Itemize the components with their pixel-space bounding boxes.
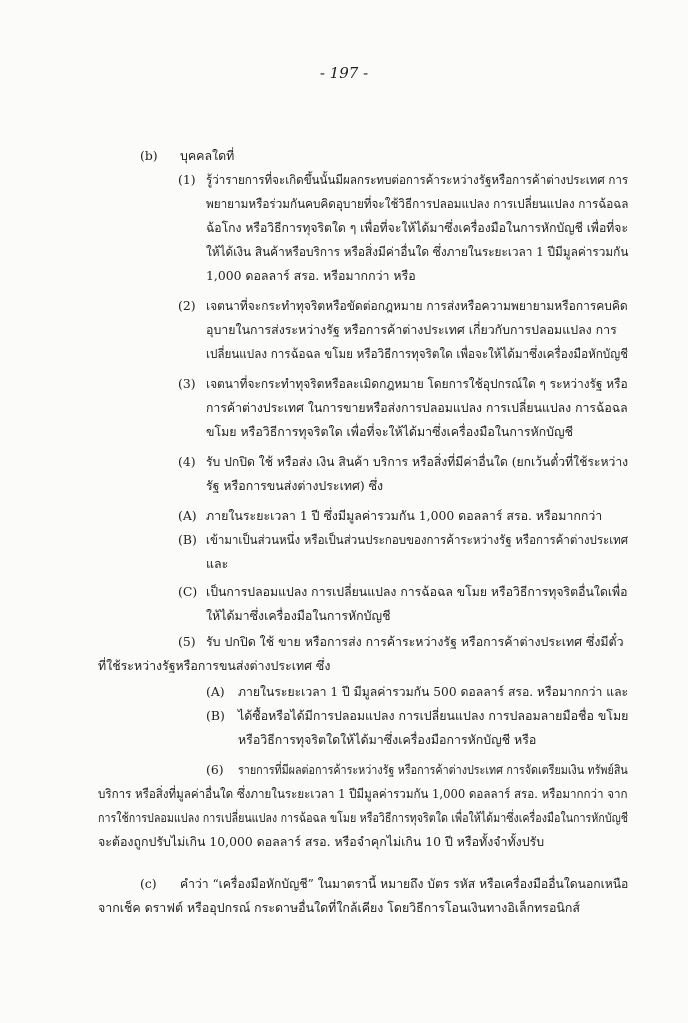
section-c-marker: (c) — [140, 876, 157, 891]
item-1-line-3: ฉ้อโกง หรือวิธีการทุจริตใด ๆ เพื่อที่จะให้ได้มาซึ่งเครื่องมือในการหักบัญชี เพื่อที่จะ — [206, 220, 628, 235]
item-6-line-2: บริการ หรือสิ่งที่มูลค่าอื่นใด ซึ่งภายในระยะเวลา 1 ปีมีมูลค่ารวมกัน 1,000 ดอลลาร์ สรอ. หรือมากกว่า จาก — [98, 786, 628, 801]
item-1-line-5: 1,000 ดอลลาร์ สรอ. หรือมากกว่า หรือ — [206, 268, 416, 283]
item-3-line-1: เจตนาที่จะกระทำทุจริตหรือละเมิดกฎหมาย โดยการใช้อุปกรณ์ใด ๆ ระหว่างรัฐ หรือ — [206, 376, 628, 391]
item-6-line-4: จะต้องถูกปรับไม่เกิน 10,000 ดอลลาร์ สรอ. หรือจำคุกไม่เกิน 10 ปี หรือทั้งจำทั้งปรับ — [98, 834, 545, 849]
item-5a-marker: (A) — [206, 684, 225, 699]
item-5b-marker: (B) — [206, 708, 225, 723]
item-3-line-3: ขโมย หรือวิธีการทุจริตใด เพื่อที่จะให้ได้มาซึ่งเครื่องมือในการหักบัญชี — [206, 424, 573, 439]
item-4c-line-2: ให้ได้มาซึ่งเครื่องมือในการหักบัญชี — [206, 608, 391, 623]
item-2-line-2: อุบายในการส่งระหว่างรัฐ หรือการค้าต่างประเทศ เกี่ยวกับการปลอมแปลง การ — [206, 322, 617, 337]
item-4a-marker: (A) — [178, 508, 197, 523]
item-5-marker: (5) — [178, 634, 196, 649]
section-c-line-1: คำว่า “เครื่องมือหักบัญชี” ในมาตรานี้ หมายถึง บัตร รหัส หรือเครื่องมืออื่นใดนอกเหนือ — [180, 876, 629, 891]
item-6-line-3: การใช้การปลอมแปลง การเปลี่ยนแปลง การฉ้อฉล ขโมย หรือวิธีการทุจริตใด เพื่อให้ได้มาซึ่งเครื่องมือในการหักบัญชี — [98, 810, 629, 825]
item-6-line-1: รายการที่มีผลต่อการค้าระหว่างรัฐ หรือการค้าต่างประเทศ การจัดเตรียมเงิน ทรัพย์สิน — [238, 762, 628, 777]
item-1-marker: (1) — [178, 172, 196, 187]
item-4-line-1: รับ ปกปิด ใช้ หรือส่ง เงิน สินค้า บริการ หรือสิ่งที่มีค่าอื่นใด (ยกเว้นตั๋วที่ใช้ระหว่าง — [206, 454, 629, 469]
item-4b-line-1: เข้ามาเป็นส่วนหนึ่ง หรือเป็นส่วนประกอบของการค้าระหว่างรัฐ หรือการค้าต่างประเทศ — [206, 532, 629, 547]
item-5b-line-2: หรือวิธีการทุจริตใดให้ได้มาซึ่งเครื่องมือการหักบัญชี หรือ — [238, 732, 537, 747]
item-1-line-4: ให้ได้เงิน สินค้าหรือบริการ หรือสิ่งมีค่าอื่นใด ซึ่งภายในระยะเวลา 1 ปีมีมูลค่ารวมกัน — [206, 244, 629, 259]
item-5a-line-1: ภายในระยะเวลา 1 ปี มีมูลค่ารวมกัน 500 ดอลลาร์ สรอ. หรือมากกว่า และ — [238, 684, 629, 699]
item-3-line-2: การค้าต่างประเทศ ในการขายหรือส่งการปลอมแปลง การเปลี่ยนแปลง การฉ้อฉล — [206, 400, 628, 415]
item-4c-marker: (C) — [178, 584, 198, 599]
item-5-line-1: รับ ปกปิด ใช้ ขาย หรือการส่ง การค้าระหว่างรัฐ หรือการค้าต่างประเทศ ซึ่งมีตั๋ว — [206, 634, 624, 649]
page-number: - 197 - — [319, 64, 369, 82]
item-4-line-2: รัฐ หรือการขนส่งต่างประเทศ) ซึ่ง — [206, 478, 384, 493]
item-4-marker: (4) — [178, 454, 196, 469]
item-1-line-1: รู้ว่ารายการที่จะเกิดขึ้นนั้นมีผลกระทบต่อการค้าระหว่างรัฐหรือการค้าต่างประเทศ การ — [206, 172, 629, 187]
item-5-line-2: ที่ใช้ระหว่างรัฐหรือการขนส่งต่างประเทศ ซึ่ง — [98, 658, 331, 673]
section-c-line-2: จากเช็ค ดราฟต์ หรืออุปกรณ์ กระดาษอื่นใดที่ใกล้เคียง โดยวิธีการโอนเงินทางอิเล็กทรอนิกส์ — [98, 900, 580, 915]
section-b-marker: (b) — [140, 148, 158, 163]
item-1-line-2: พยายามหรือร่วมกันคบคิดอุบายที่จะใช้วิธีการปลอมแปลง การเปลี่ยนแปลง การฉ้อฉล — [206, 196, 629, 211]
item-4a-line-1: ภายในระยะเวลา 1 ปี ซึ่งมีมูลค่ารวมกัน 1,000 ดอลลาร์ สรอ. หรือมากกว่า — [206, 508, 603, 523]
item-4c-line-1: เป็นการปลอมแปลง การเปลี่ยนแปลง การฉ้อฉล ขโมย หรือวิธีการทุจริตอื่นใดเพื่อ — [206, 584, 628, 599]
item-5b-line-1: ได้ซื้อหรือได้มีการปลอมแปลง การเปลี่ยนแปลง การปลอมลายมือชื่อ ขโมย — [238, 708, 629, 723]
item-2-line-1: เจตนาที่จะกระทำทุจริตหรือขัดต่อกฎหมาย การส่งหรือความพยายามหรือการคบคิด — [206, 298, 628, 313]
item-6-marker: (6) — [206, 762, 224, 777]
item-4b-marker: (B) — [178, 532, 197, 547]
item-2-line-3: เปลี่ยนแปลง การฉ้อฉล ขโมย หรือวิธีการทุจริตใด เพื่อจะให้ได้มาซึ่งเครื่องมือหักบัญชี — [206, 346, 629, 361]
section-b-heading: บุคคลใดที่ — [180, 148, 235, 163]
item-3-marker: (3) — [178, 376, 196, 391]
item-2-marker: (2) — [178, 298, 196, 313]
item-4b-line-2: และ — [206, 556, 229, 571]
